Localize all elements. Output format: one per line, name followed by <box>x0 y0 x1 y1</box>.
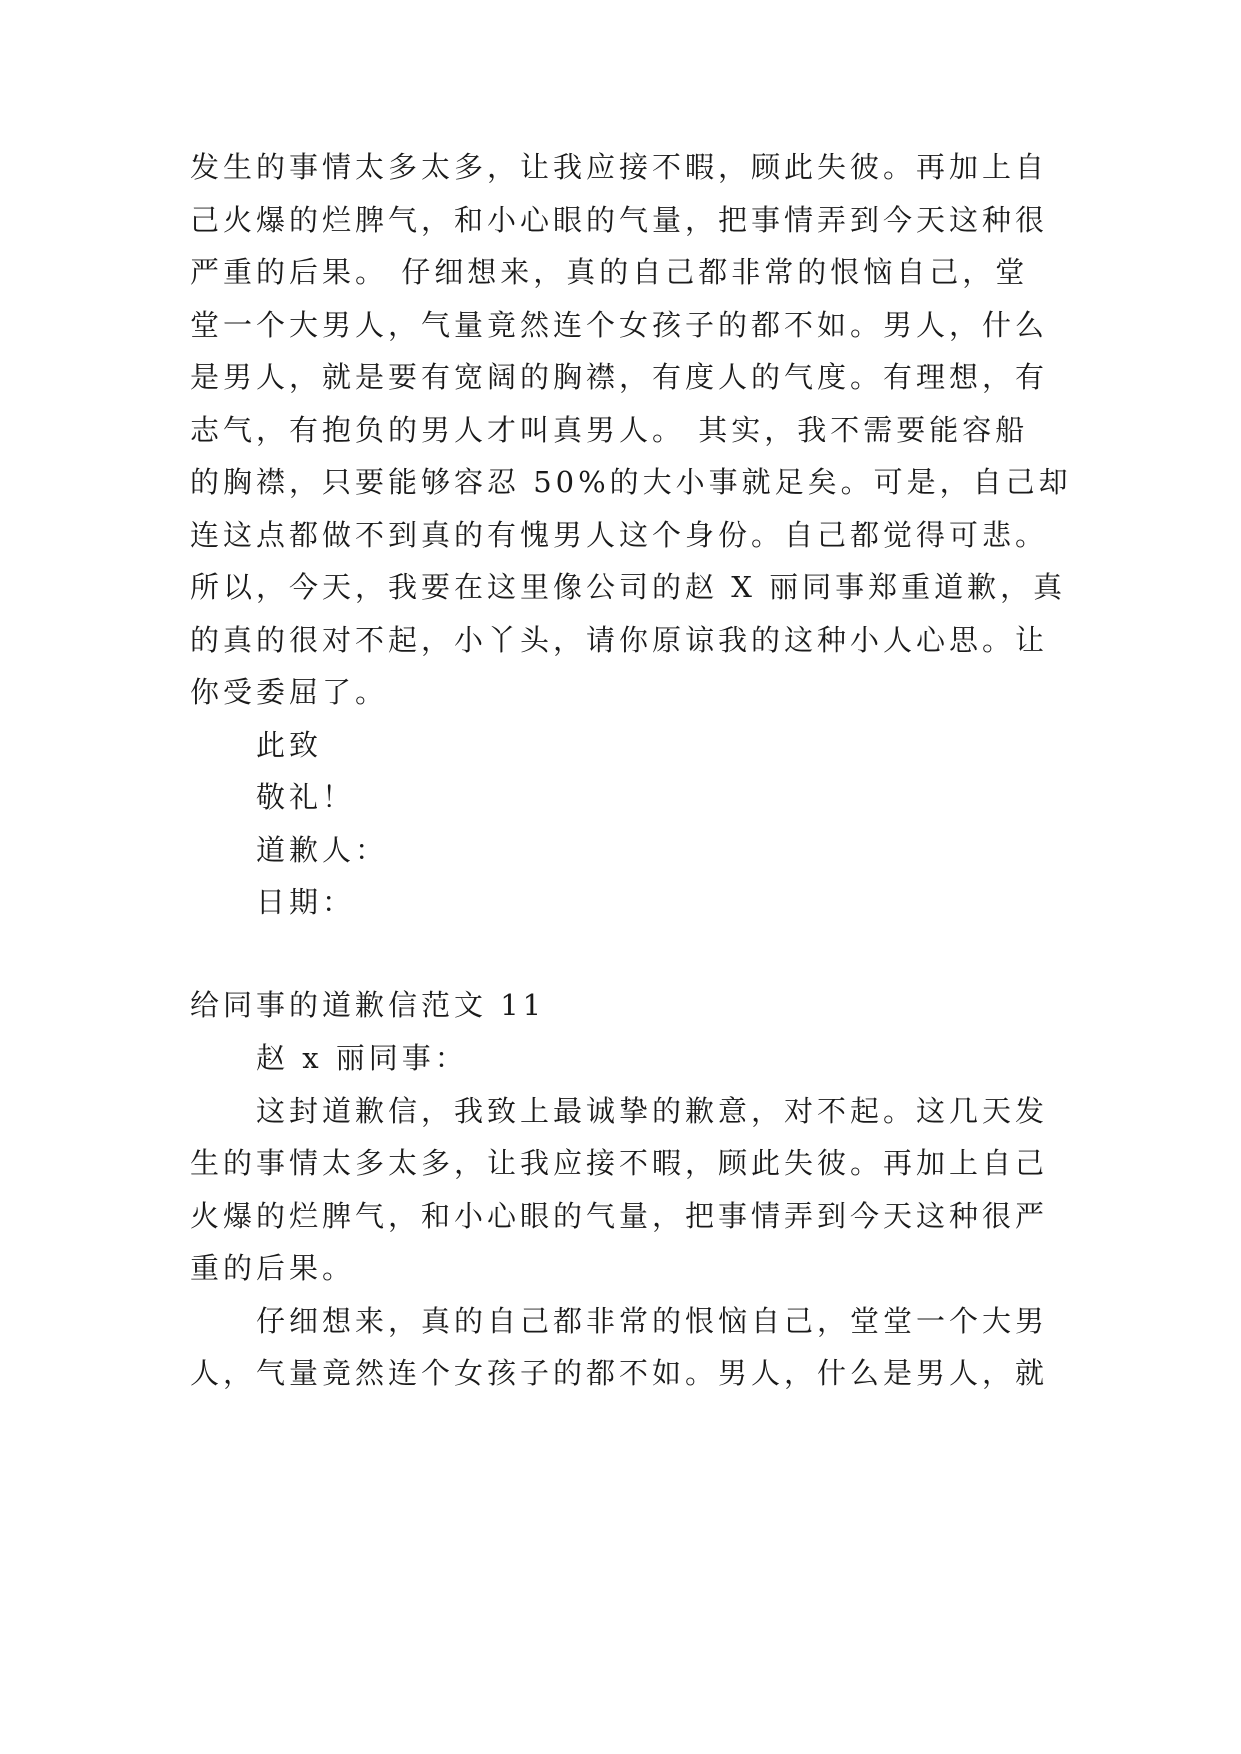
body-line: 连这点都做不到真的有愧男人这个身份。自己都觉得可悲。 <box>190 518 1049 552</box>
signature-line: 道歉人： <box>256 833 389 867</box>
date-line: 日期： <box>256 885 356 919</box>
body-line: 是男人，就是要有宽阔的胸襟，有度人的气度。有理想，有 <box>190 360 1049 394</box>
section-heading: 给同事的道歉信范文 11 <box>190 988 546 1022</box>
body-line: 的胸襟，只要能够容忍 50%的大小事就足矣。可是，自己却 <box>190 465 1072 499</box>
body-line: 所以，今天，我要在这里像公司的赵 X 丽同事郑重道歉，真 <box>190 570 1067 604</box>
body-line: 仔细想来，真的自己都非常的恨恼自己，堂堂一个大男 <box>256 1304 1049 1338</box>
body-line: 发生的事情太多太多，让我应接不暇，顾此失彼。再加上自 <box>190 150 1049 184</box>
body-line: 这封道歉信，我致上最诚挚的歉意，对不起。这几天发 <box>256 1094 1049 1128</box>
closing-line: 敬礼！ <box>256 780 356 814</box>
body-line: 你受委屈了。 <box>190 675 389 709</box>
body-line: 己火爆的烂脾气，和小心眼的气量，把事情弄到今天这种很 <box>190 203 1049 237</box>
salutation: 赵 x 丽同事： <box>256 1041 468 1075</box>
body-line: 重的后果。 <box>190 1251 356 1285</box>
body-line: 火爆的烂脾气，和小心眼的气量，把事情弄到今天这种很严 <box>190 1199 1049 1233</box>
body-line: 堂一个大男人，气量竟然连个女孩子的都不如。男人，什么 <box>190 308 1049 342</box>
body-line: 严重的后果。 仔细想来，真的自己都非常的恨恼自己，堂 <box>190 255 1029 289</box>
body-line: 志气，有抱负的男人才叫真男人。 其实，我不需要能容船 <box>190 413 1029 447</box>
body-line: 的真的很对不起，小丫头，请你原谅我的这种小人心思。让 <box>190 623 1049 657</box>
body-line: 生的事情太多太多，让我应接不暇，顾此失彼。再加上自己 <box>190 1146 1049 1180</box>
closing-line: 此致 <box>256 728 323 762</box>
body-line: 人，气量竟然连个女孩子的都不如。男人，什么是男人，就 <box>190 1356 1049 1390</box>
